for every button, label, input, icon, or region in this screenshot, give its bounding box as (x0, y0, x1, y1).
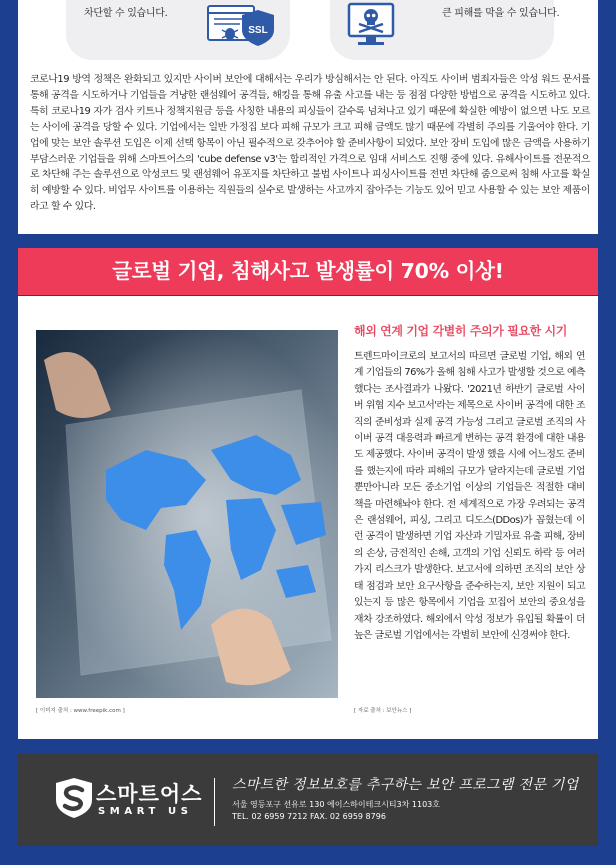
article-body: 트렌드마이크로의 보고서의 따르면 글로벌 기업, 해외 연계 기업들의 76%가 올해 침해 사고가 발생할 것으로 예측했다는 조사결과가 나왔다. '2021년 하반기 글로벌 사이버 위협 지수 보고서'라는 제목으로 사이버 공격에 대한 조직의 준비성과 실제 공격 가능성 그리고 글로벌 조직의 사이버 공격 대응력과 빠르게 변하는 공격 환경에 대한 내용도 제공했다. 사이버 공격이 발생 했을 시에 어느정도 준비를 했는지에 따라 피해의 규모가 달라지는데 글로벌 기업 뿐만아니라 모든 중소기업 이상의 기업들은 적절한 대비책을 마련해놔야 한다. 전 세계적으로 가장 우려되는 공격은 랜섬웨어, 피싱, 그리고 디도스(DDos)가 꼽혔는데 이런 공격이 발생하면 기업 자산과 기밀자료 유출 피해, 장비의 손상, 금전적인 손해, 고객의 기업 신뢰도 하락 등 여러가지 리스크가 발생한다. 보고서에 의하면 조직의 보안 상태 점검과 보안 요구사항을 준수하는지, 보안 지원이 되고있는지 등 많은 항목에서 기업을 꼬집어 보안의 중요성을 재차 강조하였다. 해외에서 악성 정보가 유입될 확률이 더 높은 글로벌 기업에서는 각별히 보안에 신경써야 한다. (354, 351, 585, 641)
world-map-photo (36, 330, 338, 698)
smartus-logo-icon (54, 776, 94, 820)
hacker-skull-monitor-icon (346, 2, 396, 48)
company-address: 서울 영등포구 선유로 130 에이스하이테크시티3차 1103호 (232, 800, 440, 809)
ssl-icon-label: SSL (248, 25, 268, 36)
photo-caption: [ 이미지 출처 : www.freepik.com ] (36, 708, 125, 714)
section-banner-title: 글로벌 기업, 침해사고 발생률이 70% 이상! (18, 248, 598, 295)
logo-english-name: SMART US (98, 806, 193, 817)
feature-card-left-text: 차단할 수 있습니다. (84, 8, 168, 19)
company-footer (18, 754, 598, 846)
article-panel (18, 296, 598, 739)
logo-korean-name: 스마트어스 (96, 782, 203, 806)
company-contact: TEL. 02 6959 7212 FAX. 02 6959 8796 (232, 812, 386, 821)
company-slogan: 스마트한 정보보호를 추구하는 보안 프로그램 전문 기업 (232, 777, 579, 793)
ssl-security-icon (206, 2, 278, 48)
intro-paragraph: 코로나19 방역 정책은 완화되고 있지만 사이버 보안에 대해서는 우리가 방심해서는 안 된다. 아직도 사이버 범죄자들은 악성 워드 문서를 통해 공격을 시도하거나 기업들을 겨냥한 랜섬웨어 공격들, 해킹을 통해 유출 사고를 내는 등 점점 다양한 방법으로 공격을 시도하고 있다. 특히 코로나19 자가 검사 키트나 정책지원금 등을 사칭한 내용의 피싱들이 갈수록 넘쳐나고 있기 때문에 확실한 예방이 없으면 나도 모르는 사이에 공격을 당할 수 있다. 기업에서는 일반 가정집 보다 피해 규모가 크고 피해 금액도 많기 때문에 각별히 주의를 기울여야 한다. 기업에 맞는 보안 솔루션 도입은 이제 선택 항목이 아닌 필수적으로 갖추어야 할 준비사항이 되었다. 보안 장비 도입에 많은 금액을 사용하기 부담스러운 기업들을 위해 스마트어스의 'cube defense v3'는 합리적인 가격으로 임대 서비스도 진행 중에 있다. 유해사이트를 전문적으로 차단해 주는 솔루션으로 악성코드 및 랜섬웨어 유포지를 차단하고 불법 사이트나 피싱사이트를 전면 차단해 줌으로써 침해 사고를 확실히 예방할 수 있다. 비업무 사이트를 이용하는 직원들의 실수로 발생하는 사고까지 잡아주는 기능도 있어 믿고 사용할 수 있는 보안 제품이라고 할 수 있다. (30, 74, 590, 213)
article-subheading: 해외 연계 기업 각별히 주의가 필요한 시기 (354, 324, 567, 338)
world-map-hand-illustration (36, 330, 338, 698)
footer-divider (214, 778, 215, 826)
source-caption: [ 자료 출처 : 보안뉴스 ] (354, 708, 412, 714)
intro-panel (18, 0, 598, 234)
feature-card-right-text: 큰 피해를 막을 수 있습니다. (442, 8, 560, 19)
